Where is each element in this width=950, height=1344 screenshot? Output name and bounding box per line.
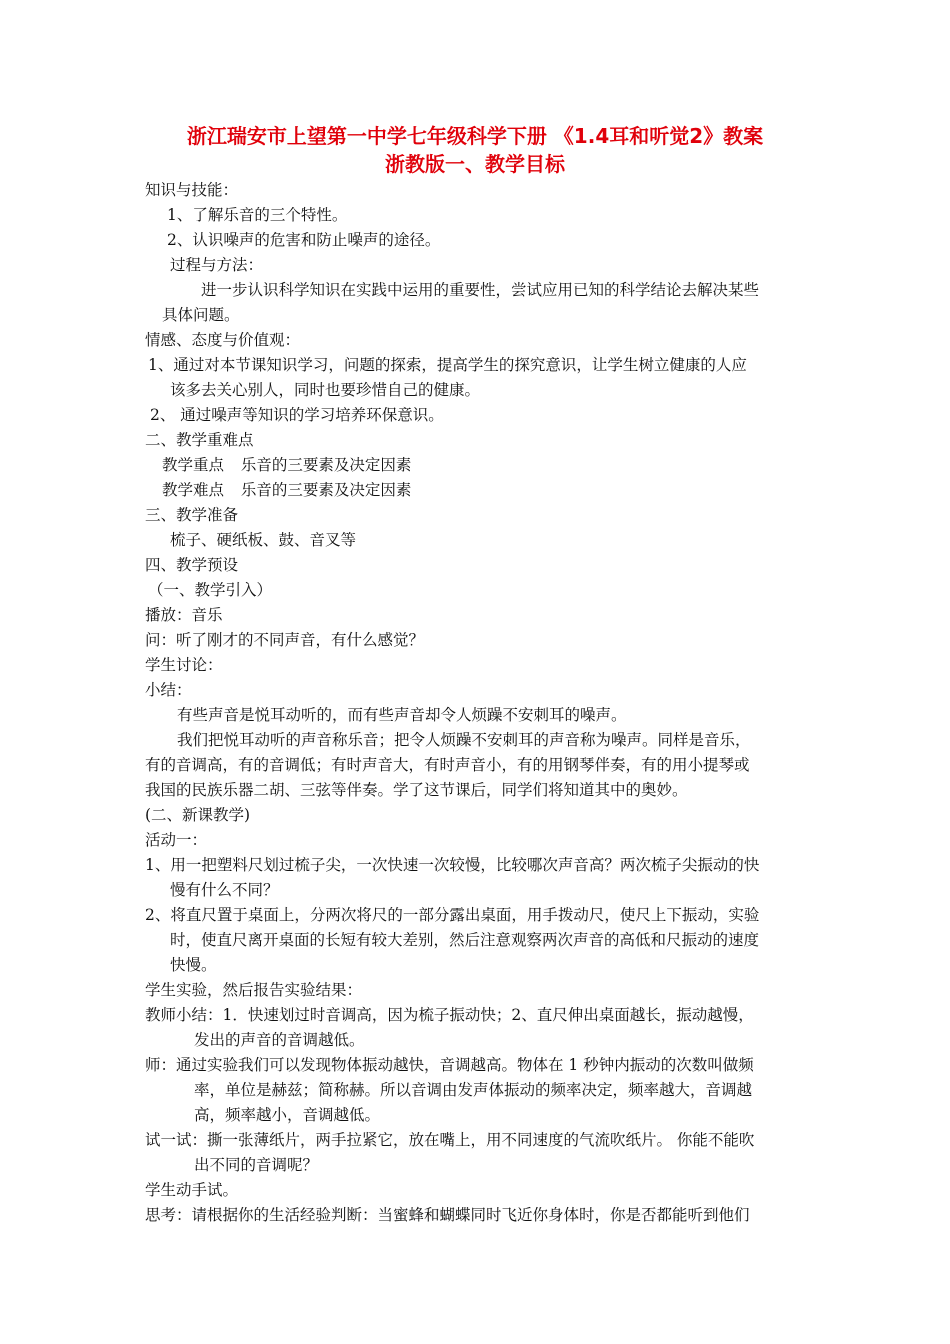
paragraph-line: 学生讨论： [145,656,223,674]
paragraph-line: 出不同的音调呢？ [194,1156,319,1174]
paragraph-line: 活动一： [145,831,208,849]
paragraph-line: 发出的声音的音调越低。 [194,1031,365,1049]
paragraph-line: 有些声音是悦耳动听的，而有些声音却令人烦躁不安刺耳的噪声。 [177,706,627,724]
subsection-heading: （一、教学引入） [148,581,273,599]
list-item: 1、了解乐音的三个特性。 [167,206,348,224]
paragraph-line: 师：通过实验我们可以发现物体振动越快，音调越高。物体在 1 秒钟内振动的次数叫做频 [145,1056,754,1074]
paragraph-line: 思考：请根据你的生活经验判断：当蜜蜂和蝴蝶同时飞近你身体时，你是否都能听到他们 [145,1206,750,1224]
key-point: 教学重点 乐音的三要素及决定因素 [162,456,412,474]
section-heading: 过程与方法： [170,256,264,274]
paragraph-line: 率，单位是赫兹；简称赫。所以音调由发声体振动的频率决定，频率越大，音调越 [194,1081,753,1099]
document-title: 浙江瑞安市上望第一中学七年级科学下册 《1.4耳和听觉2》教案 [186,124,764,148]
subsection-heading: (二、新课教学) [145,806,251,824]
section-heading: 四、教学预设 [145,556,239,574]
paragraph-line: 高，频率越小，音调越低。 [194,1106,381,1124]
paragraph-line: 试一试：撕一张薄纸片，两手拉紧它，放在嘴上，用不同速度的气流吹纸片。 你能不能吹 [145,1131,755,1149]
section-heading: 二、教学重难点 [145,431,254,449]
section-heading: 三、教学准备 [145,506,239,524]
difficult-point: 教学难点 乐音的三要素及决定因素 [162,481,412,499]
paragraph-line: 有的音调高，有的音调低；有时声音大，有时声音小，有的用钢琴伴奏，有的用小提琴或 [145,756,750,774]
paragraph-line: 学生实验，然后报告实验结果： [145,981,363,999]
list-item: 2、 通过噪声等知识的学习培养环保意识。 [150,406,444,424]
list-item-continued: 该多去关心别人，同时也要珍惜自己的健康。 [170,381,481,399]
paragraph-line: 进一步认识科学知识在实践中运用的重要性，尝试应用已知的科学结论去解决某些 [201,281,760,299]
materials-list: 梳子、硬纸板、鼓、音叉等 [170,531,357,549]
paragraph-line: 具体问题。 [162,306,240,324]
section-heading: 情感、态度与价值观： [145,331,301,349]
document-title-continued: 浙教版一、教学目标 [385,152,565,176]
paragraph-line: 教师小结：1．快速划过时音调高，因为梳子振动快；2、直尺伸出桌面越长，振动越慢， [145,1006,754,1024]
list-item: 1、通过对本节课知识学习，问题的探索，提高学生的探究意识，让学生树立健康的人应 [148,356,747,374]
paragraph-line: 小结： [145,681,192,699]
section-heading: 知识与技能： [145,181,239,199]
list-item: 2、将直尺置于桌面上，分两次将尺的一部分露出桌面，用手拨动尺，使尺上下振动，实验 [145,906,760,924]
list-item-continued: 时，使直尺离开桌面的长短有较大差别，然后注意观察两次声音的高低和尺振动的速度 [170,931,760,949]
list-item-continued: 慢有什么不同？ [170,881,279,899]
paragraph-line: 我们把悦耳动听的声音称乐音；把令人烦躁不安刺耳的声音称为噪声。同样是音乐， [177,731,751,749]
list-item-continued: 快慢。 [170,956,217,974]
paragraph-line: 学生动手试。 [145,1181,239,1199]
list-item: 2、认识噪声的危害和防止噪声的途径。 [167,231,441,249]
paragraph-line: 问：听了刚才的不同声音，有什么感觉？ [145,631,425,649]
paragraph-line: 播放：音乐 [145,606,223,624]
paragraph-line: 我国的民族乐器二胡、三弦等伴奏。学了这节课后，同学们将知道其中的奥妙。 [145,781,688,799]
list-item: 1、用一把塑料尺划过梳子尖，一次快速一次较慢，比较哪次声音高？两次梳子尖振动的快 [145,856,760,874]
